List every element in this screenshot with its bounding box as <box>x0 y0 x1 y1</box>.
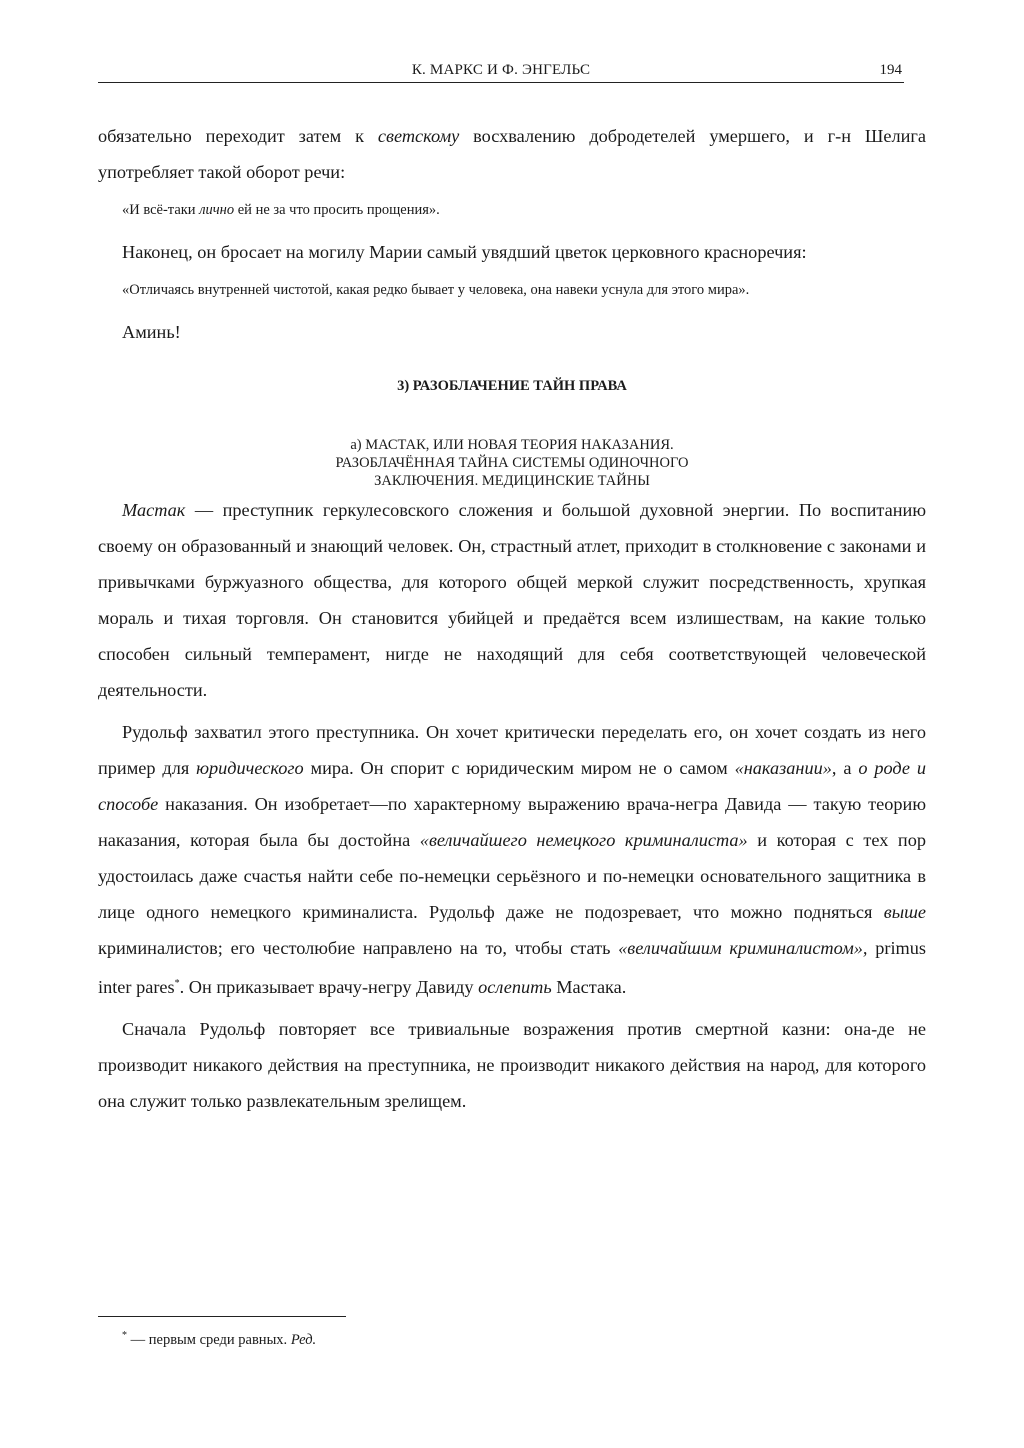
paragraph-5: Сначала Рудольф повторяет все тривиальные возражения против смертной казни: она-де не производит никакого действия на преступника, не производит никакого действия на народ, для которого она служит только развлекательным зрелищем. <box>98 1019 926 1112</box>
footnote-editor-note: Ред. <box>290 1331 317 1348</box>
footnote <box>122 1330 316 1349</box>
p4-l: «величайшим криминалистом», <box>618 938 868 958</box>
p4-e: , а <box>831 758 859 778</box>
p4-b: юридического <box>196 758 304 778</box>
paragraph-3 <box>98 492 926 708</box>
paragraph-3-text: — преступник геркулесовского сложения и большой духовной энергии. По воспитанию своему он образованный и знающий человек. Он, страстный атлет, приходит в столкновение с законами и привычками буржуазного общества, для которого общей меркой служит посредственность, хрупкая мораль и тихая торговля. Он становится убийцей и предаётся всем излишествам, на какие только способен сильный темперамент, нигде не находящий для себя соответствующей человеческой деятельности. <box>98 500 926 700</box>
paragraph-1-italic: светскому <box>377 126 460 146</box>
p4-p: ослепить <box>478 977 552 998</box>
p4-f: о роде и способе <box>98 758 926 814</box>
subsection-title-line-1: а) МАСТАК, ИЛИ НОВАЯ ТЕОРИЯ НАКАЗАНИЯ. <box>350 437 674 453</box>
quote-2: «Отличаясь внутренней чистотой, какая редко бывает у человека, она навеки уснула для этого мира». <box>122 282 750 298</box>
p4-o: . Он приказывает врачу-негру Давиду <box>179 977 479 998</box>
running-header <box>98 62 904 83</box>
subsection-title-line-3: ЗАКЛЮЧЕНИЯ. МЕДИЦИНСКИЕ ТАЙНЫ <box>374 473 650 489</box>
section-title: 3) РАЗОБЛАЧЕНИЕ ТАЙН ПРАВА <box>397 378 627 394</box>
paragraph-1-text-a: обязательно переходит затем к <box>98 126 378 146</box>
p4-k: криминалистов; его честолюбие направлено на то, чтобы стать <box>98 938 619 958</box>
paragraph-2: Наконец, он бросает на могилу Марии самый увядший цветок церковного красноречия: <box>122 242 807 262</box>
paragraph-4 <box>98 714 926 1005</box>
quote-1-italic: лично <box>199 202 235 218</box>
paragraph-1-text-c: восхвалению добродетелей умершего, и г-н Шелига употребляет такой оборот речи: <box>98 126 926 182</box>
footnote-reference[interactable]: * <box>174 978 180 989</box>
footnote-divider <box>98 1316 346 1317</box>
quote-1-text-a: «И всё-таки <box>122 202 200 218</box>
p4-a: Рудольф захватил этого преступника. Он хочет критически переделать его, он хочет создать из него пример для <box>98 722 926 778</box>
p4-h: «величайшего немецкого криминалиста» <box>419 830 748 850</box>
p4-q: Мастака. <box>551 977 627 998</box>
quote-1 <box>98 200 926 220</box>
page-number: 194 <box>879 62 902 78</box>
paragraph-3-italic: Мастак <box>122 500 186 520</box>
page-body <box>98 118 926 1119</box>
subsection-title-line-2: РАЗОБЛАЧЁННАЯ ТАЙНА СИСТЕМЫ ОДИНОЧНОГО <box>335 455 689 471</box>
p4-d: «наказании» <box>734 758 832 778</box>
footnote-mark: * <box>122 1330 127 1341</box>
p4-g: наказания. Он изобретает—по характерному выражению врача-негра Давида — такую теорию наказания, которая была бы достойна <box>98 794 926 850</box>
paragraph-1 <box>98 118 926 190</box>
p4-m: primus inter pares <box>98 938 926 998</box>
quote-1-text-c: ей не за что просить прощения». <box>234 202 440 218</box>
header-authors: К. МАРКС И Ф. ЭНГЕЛЬС <box>411 62 591 78</box>
amen-line: Аминь! <box>122 322 181 342</box>
p4-j: выше <box>883 902 926 922</box>
subsection-title <box>98 436 926 490</box>
footnote-text: — первым среди равных. <box>127 1331 291 1348</box>
p4-i: и которая с тех пор удостоилась даже счастья найти себе по-немецки серьёзного и по-немецки основательного защитника в лице одного немецкого криминалиста. Рудольф даже не подозревает, что можно подняться <box>98 830 926 922</box>
p4-c: мира. Он спорит с юридическим миром не о самом <box>303 758 735 778</box>
